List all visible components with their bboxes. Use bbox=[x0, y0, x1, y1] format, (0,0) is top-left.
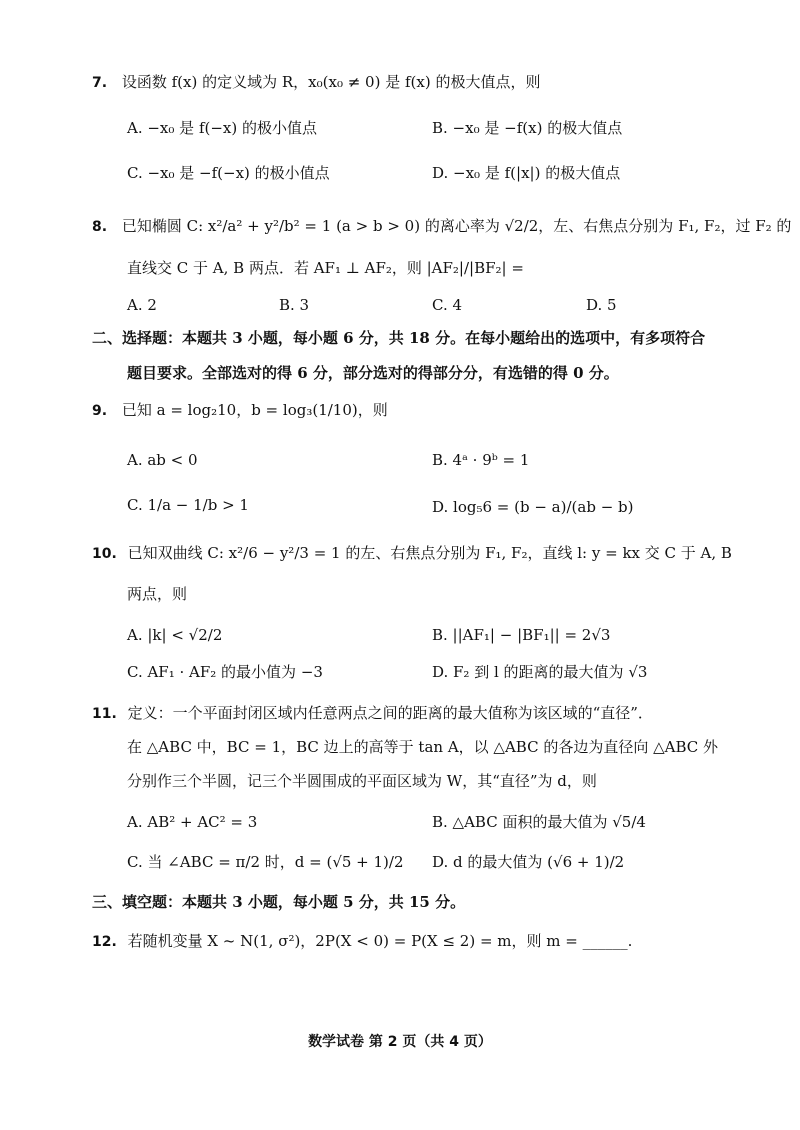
question-stem: 设函数 f(x) 的定义域为 R，x₀(x₀ ≠ 0) 是 f(x) 的极大值点，则 bbox=[121, 73, 541, 91]
option-b: B. 3 bbox=[279, 296, 310, 314]
question-stem-continued: 分别作三个半圆，记三个半圆围成的平面区域为 W，其“直径”为 d，则 bbox=[127, 772, 597, 790]
question-stem: 若随机变量 X ~ N(1, σ²)，2P(X < 0) = P(X ≤ 2) = m，则 m = ______. bbox=[127, 932, 633, 950]
option-c: C. 4 bbox=[432, 296, 463, 314]
question-number: 8. bbox=[92, 219, 108, 235]
page-footer: 数学试卷 第 2 页（共 4 页） bbox=[308, 1034, 492, 1050]
question-number: 7. bbox=[92, 75, 108, 91]
question-7 bbox=[92, 72, 540, 93]
question-stem-continued: 两点，则 bbox=[127, 585, 188, 603]
option-a: A. 2 bbox=[127, 296, 157, 314]
question-number: 10. bbox=[92, 546, 117, 562]
question-stem: 定义：一个平面封闭区域内任意两点之间的距离的最大值称为该区域的“直径”． bbox=[127, 704, 653, 722]
question-number: 11. bbox=[92, 706, 117, 722]
option-c: C. −x₀ 是 −f(−x) 的极小值点 bbox=[127, 164, 330, 182]
question-stem: 已知 a = log₂10，b = log₃(1/10)，则 bbox=[121, 401, 388, 419]
option-c: C. 当 ∠ABC = π/2 时，d = (√5 + 1)/2 bbox=[127, 853, 404, 871]
option-a: A. ab < 0 bbox=[127, 451, 198, 469]
option-b: B. ||AF₁| − |BF₁|| = 2√3 bbox=[432, 626, 611, 644]
question-9 bbox=[92, 400, 388, 421]
option-d: D. F₂ 到 l 的距离的最大值为 √3 bbox=[432, 663, 648, 681]
option-d: D. log₅6 = (b − a)/(ab − b) bbox=[432, 498, 634, 516]
question-12 bbox=[92, 931, 632, 952]
question-stem: 已知椭圆 C: x²/a² + y²/b² = 1 (a > b > 0) 的离心率为 √2/2，左、右焦点分别为 F₁, F₂，过 F₂ 的 bbox=[121, 217, 792, 235]
option-b: B. 4ᵃ · 9ᵇ = 1 bbox=[432, 451, 530, 469]
option-a: A. |k| < √2/2 bbox=[127, 626, 223, 644]
question-11 bbox=[92, 703, 653, 724]
option-a: A. −x₀ 是 f(−x) 的极小值点 bbox=[127, 119, 317, 137]
section-heading-fill-in: 三、填空题：本题共 3 小题，每小题 5 分，共 15 分。 bbox=[92, 893, 466, 911]
question-10 bbox=[92, 543, 732, 564]
option-d: D. 5 bbox=[586, 296, 617, 314]
option-d: D. −x₀ 是 f(|x|) 的极大值点 bbox=[432, 164, 621, 182]
question-8 bbox=[92, 216, 791, 237]
section-heading-multi-choice: 二、选择题：本题共 3 小题，每小题 6 分，共 18 分。在每小题给出的选项中，有多项符合 bbox=[92, 329, 706, 347]
option-d: D. d 的最大值为 (√6 + 1)/2 bbox=[432, 853, 625, 871]
option-b: B. △ABC 面积的最大值为 √5/4 bbox=[432, 813, 646, 831]
question-number: 9. bbox=[92, 403, 108, 419]
option-a: A. AB² + AC² = 3 bbox=[127, 813, 258, 831]
question-stem-continued: 在 △ABC 中，BC = 1，BC 边上的高等于 tan A，以 △ABC 的各边为直径向 △ABC 外 bbox=[127, 738, 719, 756]
question-number: 12. bbox=[92, 934, 117, 950]
section-heading-multi-choice-continued: 题目要求。全部选对的得 6 分，部分选对的得部分分，有选错的得 0 分。 bbox=[127, 364, 619, 382]
question-stem-continued: 直线交 C 于 A, B 两点．若 AF₁ ⊥ AF₂，则 |AF₂|/|BF₂| = bbox=[127, 259, 524, 277]
option-c: C. AF₁ · AF₂ 的最小值为 −3 bbox=[127, 663, 323, 681]
option-c: C. 1/a − 1/b > 1 bbox=[127, 496, 249, 514]
option-b: B. −x₀ 是 −f(x) 的极大值点 bbox=[432, 119, 623, 137]
question-stem: 已知双曲线 C: x²/6 − y²/3 = 1 的左、右焦点分别为 F₁, F₂，直线 l: y = kx 交 C 于 A, B bbox=[127, 544, 732, 562]
